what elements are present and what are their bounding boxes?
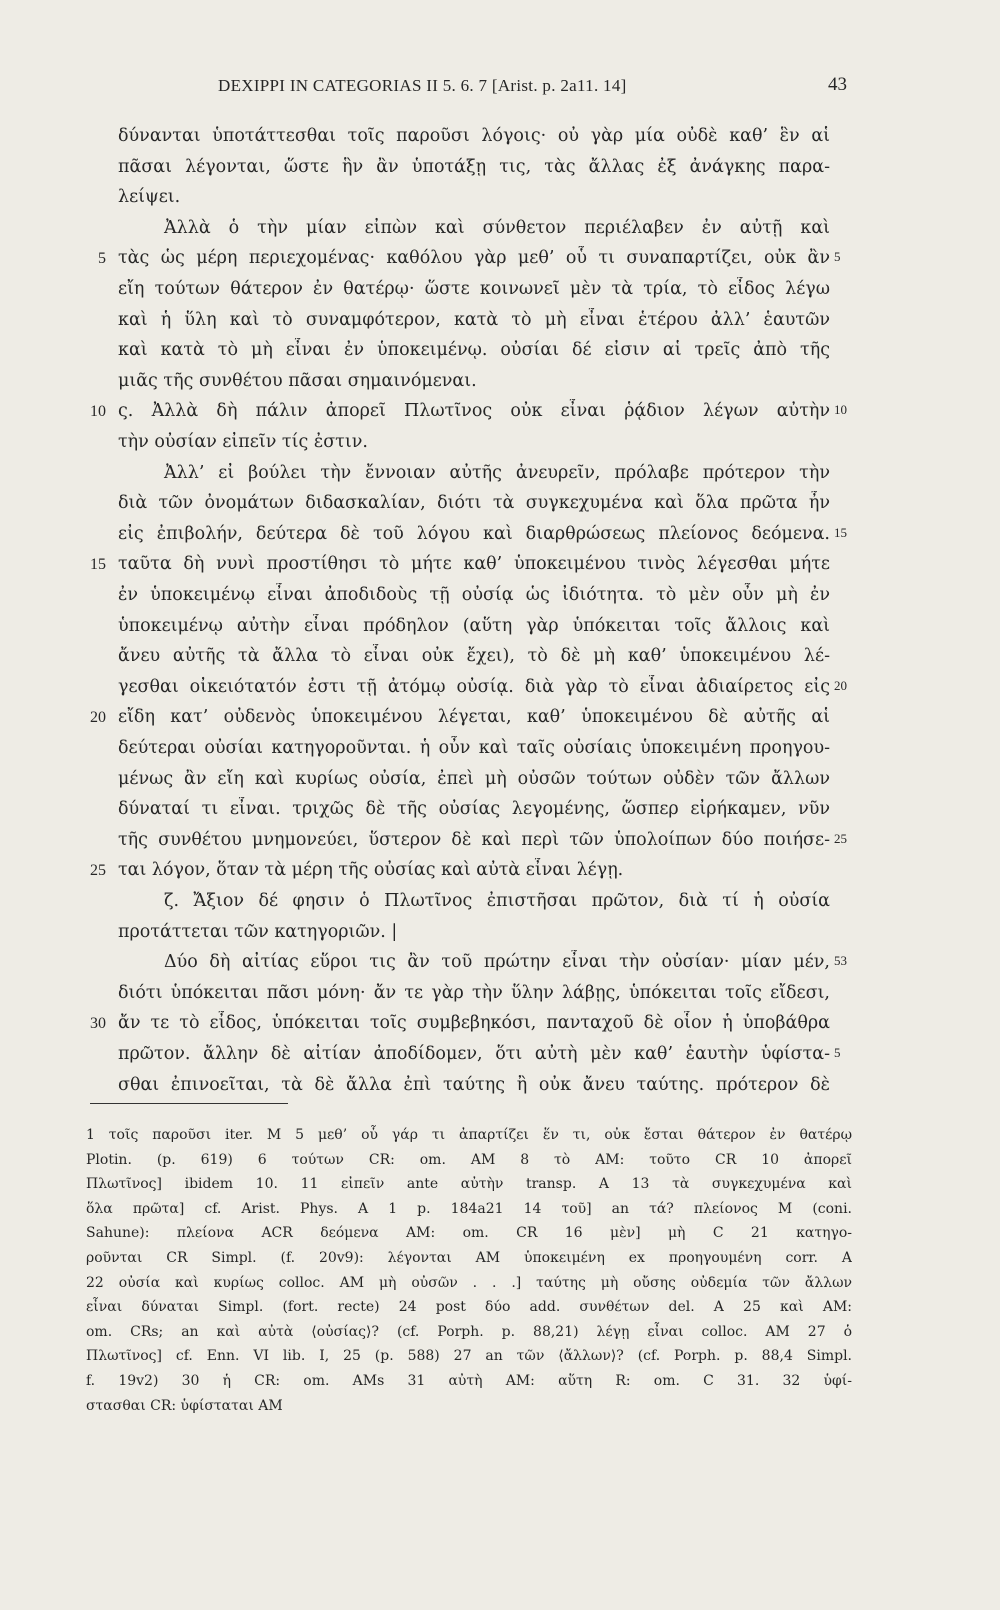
line-number-left: 10 [90, 403, 106, 420]
footnote-line: Plotin. (p. 619) 6 τούτων CR: om. AM 8 τὸ AM: τοῦτο CR 10 ἀπορεῖ [86, 1152, 852, 1168]
footnote-line: 22 οὐσία καὶ κυρίως colloc. AM μὴ οὐσῶν . . .] ταύτης μὴ οὔσης οὐδεμία τῶν ἄλλων [86, 1275, 852, 1291]
text-line: μένως ἂν εἴη καὶ κυρίως οὐσία, ἐπεὶ μὴ οὐσῶν τούτων οὐδὲν τῶν ἄλλων [118, 769, 830, 789]
page-number: 43 [828, 74, 847, 95]
line-number-right: 20 [834, 678, 847, 693]
text-line: Ἀλλ’ εἰ βούλει τὴν ἔννοιαν αὐτῆς ἀνευρεῖν, πρόλαβε πρότερον τὴν [164, 463, 830, 483]
line-number-right: 15 [834, 525, 847, 540]
text-line: καὶ ἡ ὕλη καὶ τὸ συναμφότερον, κατὰ τὸ μὴ εἶναι ἑτέρου ἀλλ’ ἑαυτῶν [118, 310, 830, 330]
text-line: εἴη τούτων θάτερον ἐν θατέρῳ· ὥστε κοινωνεῖ μὲν τὰ τρία, τὸ εἶδος λέγω [118, 279, 830, 299]
text-line: ταῦτα δὴ νυνὶ προστίθησι τὸ μήτε καθ’ ὑποκειμένου τινὸς λέγεσθαι μήτε [118, 554, 830, 574]
text-line: ται λόγον, ὅταν τὰ μέρη τῆς οὐσίας καὶ αὐτὰ εἶναι λέγῃ. [118, 860, 624, 880]
footnote-line: Sahune): πλείονα ACR δεόμενα AM: om. CR 16 μὲν] μὴ C 21 κατηγο- [86, 1225, 852, 1241]
footnote-line: ὅλα πρῶτα] cf. Arist. Phys. A 1 p. 184a21 14 τοῦ] an τά? πλείονος M (coni. [86, 1201, 852, 1217]
text-line: ἐν ὑποκειμένῳ εἶναι ἀποδιδοὺς τῇ οὐσίᾳ ὡς ἰδιότητα. τὸ μὲν οὖν μὴ ἐν [118, 585, 830, 605]
footnote-line: om. CRs; an καὶ αὐτὰ ⟨οὐσίας⟩? (cf. Porph. p. 88,21) λέγῃ εἶναι colloc. AM 27 ὁ [86, 1324, 852, 1340]
text-line: μιᾶς τῆς συνθέτου πᾶσαι σημαινόμεναι. [118, 371, 477, 391]
text-line: δύνανται ὑποτάττεσθαι τοῖς παροῦσι λόγοις· οὐ γὰρ μία οὐδὲ καθ’ ἓν αἱ [118, 126, 830, 146]
text-line: πᾶσαι λέγονται, ὥστε ἣν ἂν ὑποτάξῃ τις, τὰς ἄλλας ἐξ ἀνάγκης παρα- [118, 157, 830, 177]
footnote-line: 1 τοῖς παροῦσι iter. M 5 μεθ’ οὗ γάρ τι ἀπαρτίζει ἕν τι, οὐκ ἔσται θάτερον ἐν θατέρῳ [86, 1127, 852, 1143]
footnote-line: f. 19v2) 30 ἡ CR: om. AMs 31 αὐτὴ AM: αὕτη R: om. C 31. 32 ὑφί- [86, 1373, 852, 1389]
text-line: δεύτεραι οὐσίαι κατηγοροῦνται. ἡ οὖν καὶ ταῖς οὐσίαις ὑποκειμένη προηγου- [118, 738, 830, 758]
line-number-left: 15 [90, 556, 106, 573]
line-number-right: 25 [834, 831, 847, 846]
running-title: DEXIPPI IN CATEGORIAS II 5. 6. 7 [Arist. p. 2a11. 14] [218, 76, 627, 95]
text-line: καὶ κατὰ τὸ μὴ εἶναι ἐν ὑποκειμένῳ. οὐσίαι δέ εἰσιν αἱ τρεῖς ἀπὸ τῆς [118, 340, 830, 360]
text-line: διὰ τῶν ὀνομάτων διδασκαλίαν, διότι τὰ συγκεχυμένα καὶ ὅλα πρῶτα ἦν [118, 493, 830, 513]
line-number-right: 5 [834, 1045, 841, 1060]
footnote-line: Πλωτῖνος] ibidem 10. 11 εἰπεῖν ante αὐτὴν transp. A 13 τὰ συγκεχυμένα καὶ [86, 1176, 852, 1192]
text-line: λείψει. [118, 187, 181, 207]
text-line: πρῶτον. ἄλλην δὲ αἰτίαν ἀποδίδομεν, ὅτι αὐτὴ μὲν καθ’ ἑαυτὴν ὑφίστα- [118, 1044, 830, 1064]
text-line: τῆς συνθέτου μνημονεύει, ὕστερον δὲ καὶ περὶ τῶν ὑπολοίπων δύο ποιήσε- [118, 830, 830, 850]
text-line: τὴν οὐσίαν εἰπεῖν τίς ἐστιν. [118, 432, 368, 452]
text-line: προτάττεται τῶν κατηγοριῶν. | [118, 922, 398, 942]
line-number-left: 25 [90, 862, 106, 879]
line-number-right: 5 [834, 249, 841, 264]
line-number-left: 5 [98, 250, 106, 267]
text-line: εἴδη κατ’ οὐδενὸς ὑποκειμένου λέγεται, καθ’ ὑποκειμένου δὲ αὐτῆς αἱ [118, 707, 830, 727]
text-line: εἰς ἐπιβολήν, δεύτερα δὲ τοῦ λόγου καὶ διαρθρώσεως πλείονος δεόμενα. [118, 524, 830, 544]
line-number-right: 10 [834, 402, 847, 417]
footnote-line: ροῦνται CR Simpl. (f. 20v9): λέγονται AM ὑποκειμένη ex προηγουμένη corr. A [86, 1250, 852, 1266]
footnote-line: στασθαι CR: ὑφίσταται AM [86, 1398, 283, 1414]
text-line: ἄν τε τὸ εἶδος, ὑπόκειται τοῖς συμβεβηκόσι, πανταχοῦ δὲ οἷον ἡ ὑποβάθρα [118, 1013, 830, 1033]
text-line: ἄνευ αὐτῆς τὰ ἄλλα τὸ εἶναι οὐκ ἔχει), τὸ δὲ μὴ καθ’ ὑποκειμένου λέ- [118, 646, 830, 666]
footnote-divider [90, 1103, 288, 1104]
line-number-left: 30 [90, 1015, 106, 1032]
text-line: ς. Ἀλλὰ δὴ πάλιν ἀπορεῖ Πλωτῖνος οὐκ εἶναι ῥᾴδιον λέγων αὐτὴν [118, 401, 830, 421]
text-line: διότι ὑπόκειται πᾶσι μόνη· ἄν τε γὰρ τὴν ὕλην λάβῃς, ὑπόκειται τοῖς εἴδεσι, [118, 983, 830, 1003]
text-line: ὑποκειμένῳ αὐτὴν εἶναι πρόδηλον (αὕτη γὰρ ὑπόκειται τοῖς ἄλλοις καὶ [118, 616, 830, 636]
line-number-left: 20 [90, 709, 106, 726]
line-number-right: 53 [834, 953, 847, 968]
text-line: Ἀλλὰ ὁ τὴν μίαν εἰπὼν καὶ σύνθετον περιέλαβεν ἐν αὐτῇ καὶ [164, 218, 830, 238]
text-line: σθαι ἐπινοεῖται, τὰ δὲ ἄλλα ἐπὶ ταύτης ἢ οὐκ ἄνευ ταύτης. πρότερον δὲ [118, 1075, 830, 1095]
footnote-line: εἶναι δύναται Simpl. (fort. recte) 24 post δύο add. συνθέτων del. A 25 καὶ AM: [86, 1299, 852, 1315]
footnote-line: Πλωτῖνος] cf. Enn. VI lib. I, 25 (p. 588) 27 an τῶν ⟨ἄλλων⟩? (cf. Porph. p. 88,4 Simpl. [86, 1348, 852, 1364]
text-line: γεσθαι οἰκειότατόν ἐστι τῇ ἀτόμῳ οὐσίᾳ. διὰ γὰρ τὸ εἶναι ἀδιαίρετος εἰς [118, 677, 830, 697]
text-line: τὰς ὡς μέρη περιεχομένας· καθόλου γὰρ μεθ’ οὗ τι συναπαρτίζει, οὐκ ἂν [118, 248, 830, 268]
text-line: δύναταί τι εἶναι. τριχῶς δὲ τῆς οὐσίας λεγομένης, ὥσπερ εἰρήκαμεν, νῦν [118, 799, 830, 819]
text-line: Δύο δὴ αἰτίας εὕροι τις ἂν τοῦ πρώτην εἶναι τὴν οὐσίαν· μίαν μέν, [164, 952, 830, 972]
text-line: ζ. Ἄξιον δέ φησιν ὁ Πλωτῖνος ἐπιστῆσαι πρῶτον, διὰ τί ἡ οὐσία [164, 891, 830, 911]
